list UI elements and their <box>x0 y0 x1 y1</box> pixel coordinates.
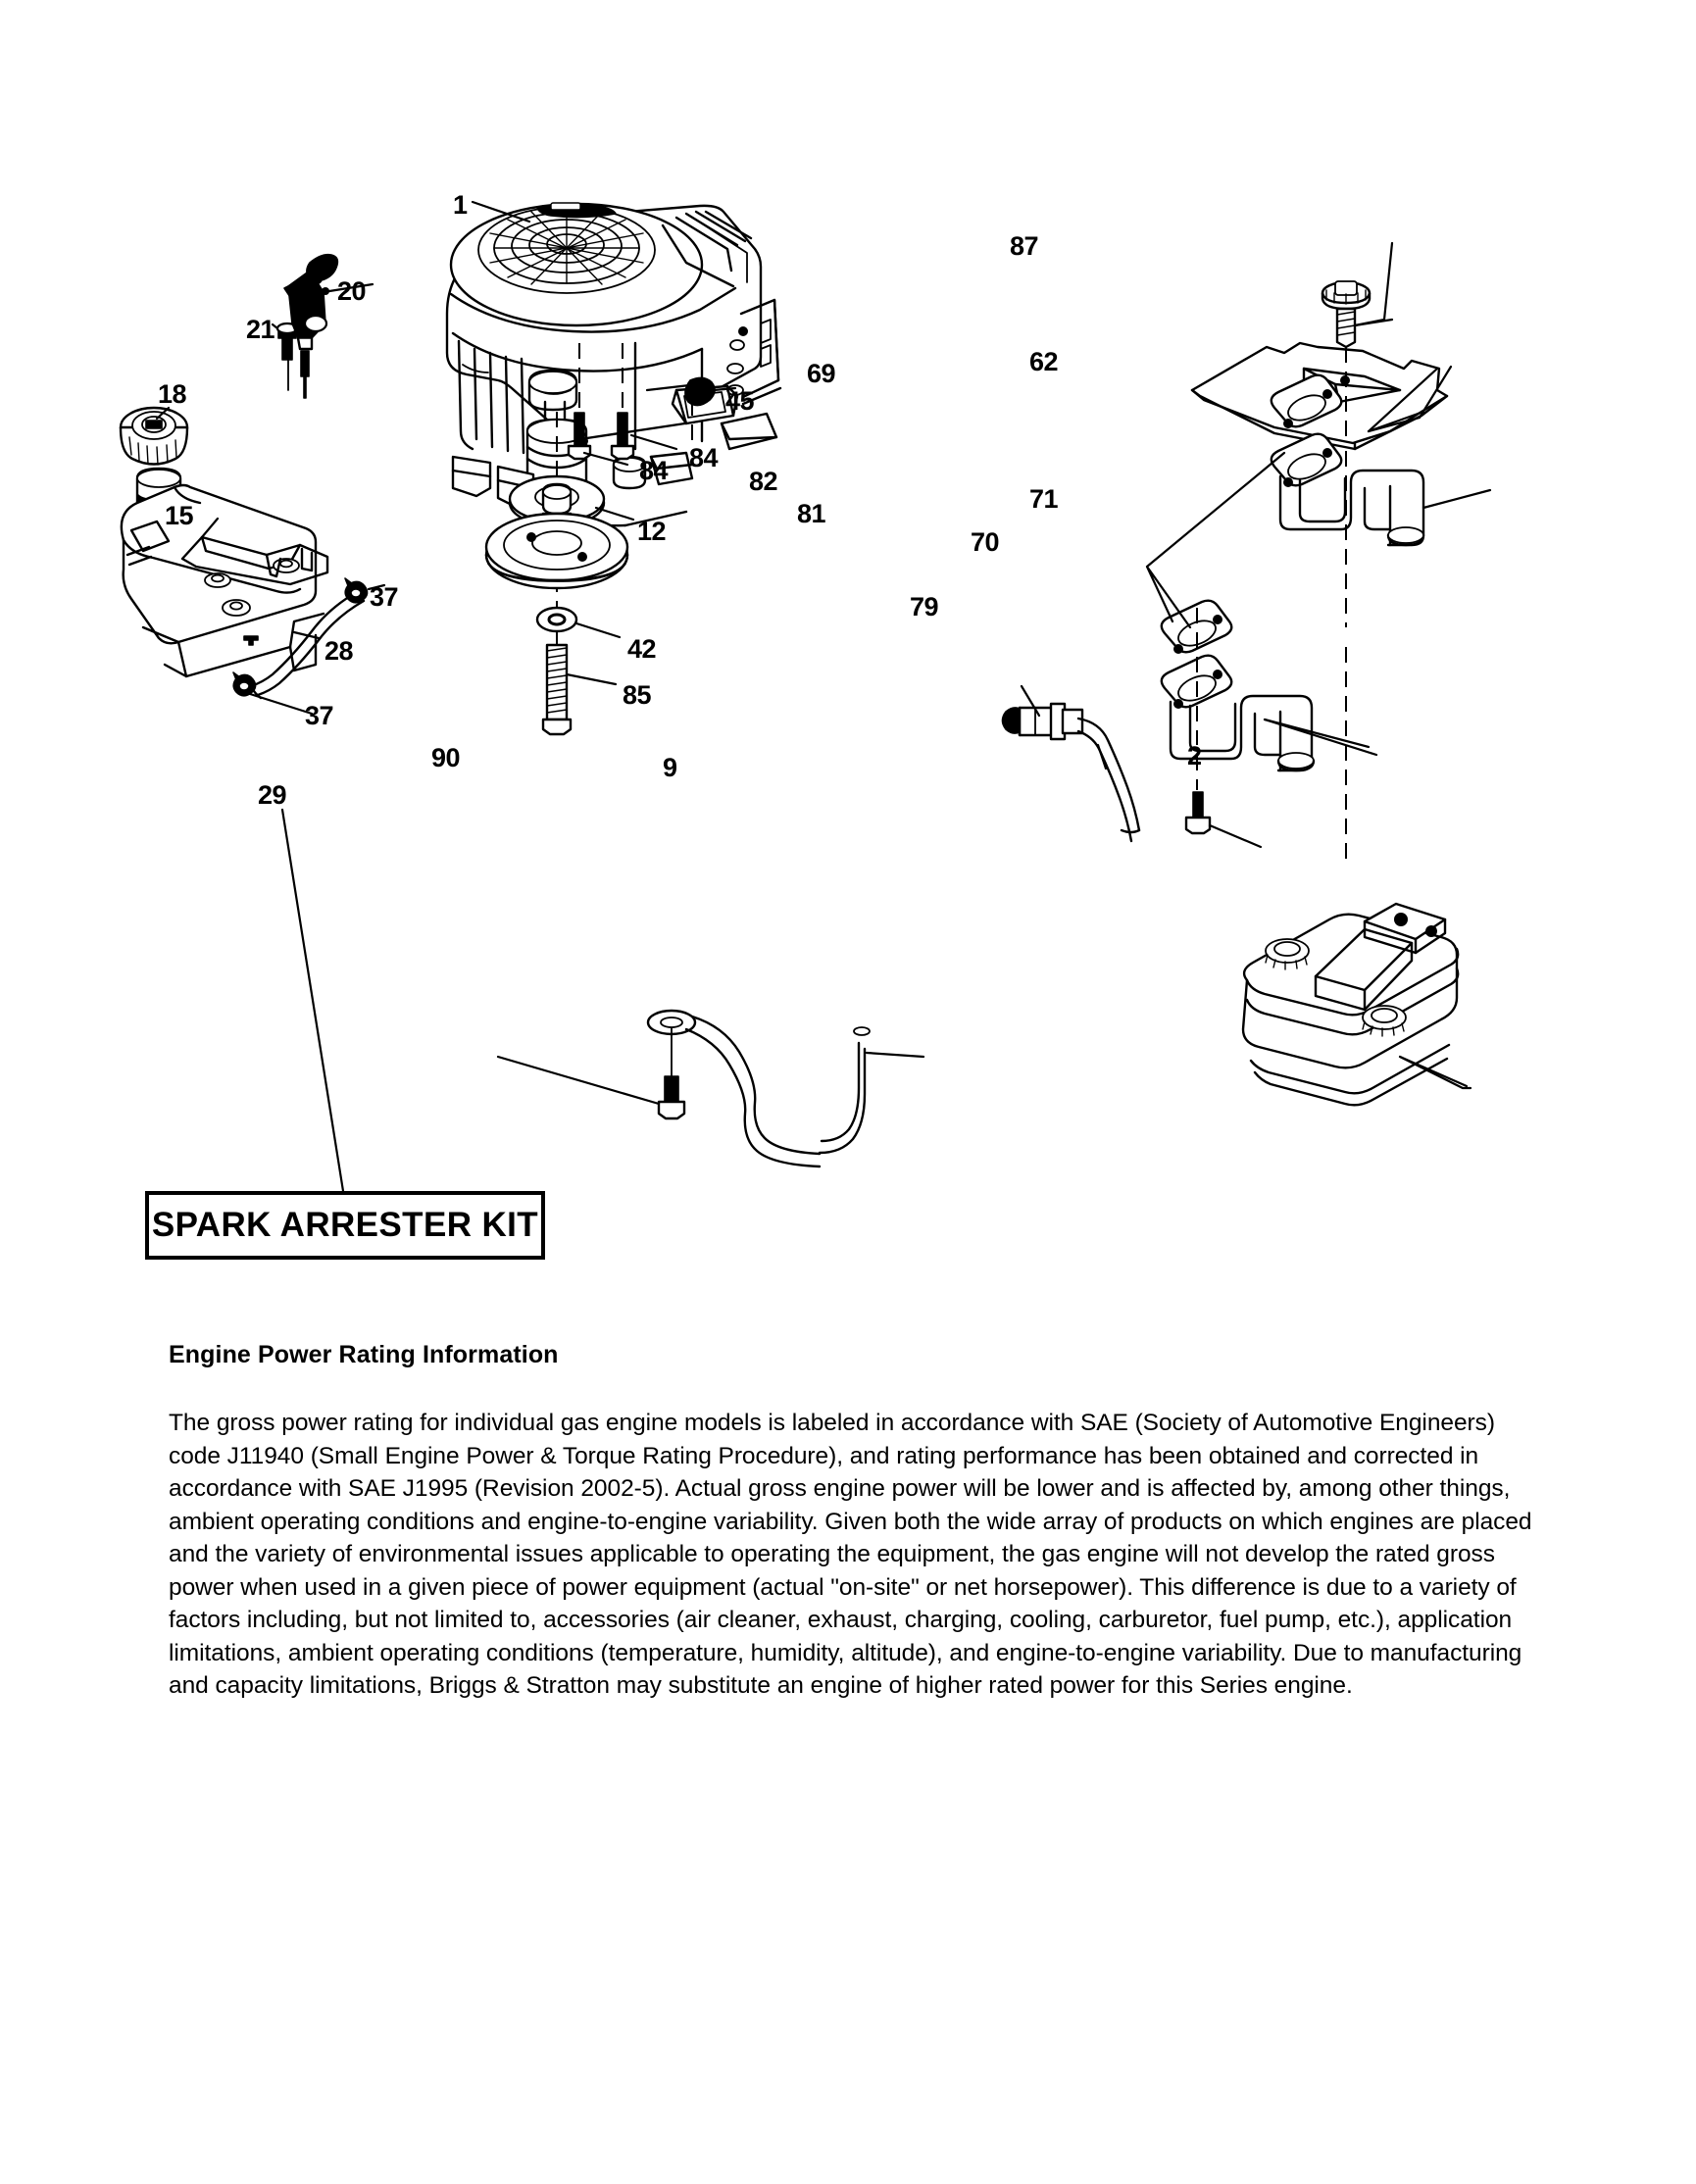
part-85-screw <box>543 632 616 734</box>
engine-power-rating-body: The gross power rating for individual gas engine models is labeled in accordance with SAE (Society of Automotive Engineers) code J11940 (Small Engine Power & Torque Rating Procedure), and rating performance has been obtained and corrected in accordance with SAE J1995 (Revision 2002-5). Actual gross engine power will be lower and is affected by, among other things, ambient operating conditions and engine-to-engine variability. Given both the wide array of products on which engines are placed and the variety of environmental issues applicable to operating the equipment, the gas engine will not develop the rated gross power when used in a given piece of power equipment (actual "on-site" or net horsepower). This difference is due to a variety of factors including, but not limited to, accessories (air cleaner, exhaust, charging, cooling, carburetor, fuel pump, etc.), application limitations, ambient operating conditions (temperature, humidity, altitude), and engine-to-engine variability. Due to manufacturing and capacity limitations, Briggs & Stratton may substitute an engine of higher rated power for this Series engine. <box>169 1410 1532 1699</box>
part-90-screw <box>498 1028 684 1118</box>
part-87-screw <box>1322 243 1392 347</box>
part-18-fuel-cap <box>121 408 187 465</box>
callout-84-a: 84 <box>689 443 719 472</box>
leader-29 <box>282 810 343 1191</box>
part-81-fuel-line <box>1078 719 1139 841</box>
callout-69: 69 <box>807 359 836 388</box>
callout-20: 20 <box>337 276 367 306</box>
callout-45: 45 <box>725 386 755 416</box>
callout-87: 87 <box>1010 231 1039 261</box>
callout-90: 90 <box>431 743 461 772</box>
part-15-fuel-tank <box>122 469 327 676</box>
part-71-exhaust-pipe <box>1280 471 1490 545</box>
callout-1: 1 <box>453 190 468 220</box>
callout-70: 70 <box>971 527 1000 557</box>
part-2-muffler <box>1243 904 1471 1105</box>
callout-2: 2 <box>1187 741 1202 770</box>
engine-power-rating-section <box>169 1341 1547 1703</box>
callout-28: 28 <box>324 636 354 666</box>
engine-power-rating-heading: Engine Power Rating Information <box>169 1341 559 1368</box>
spark-arrester-kit-box <box>145 1191 545 1260</box>
callout-29: 29 <box>258 780 287 810</box>
callout-21: 21 <box>246 315 275 344</box>
callout-62: 62 <box>1029 347 1059 376</box>
callout-85: 85 <box>623 680 652 710</box>
callout-84-b: 84 <box>639 456 669 485</box>
part-1-engine <box>447 202 780 525</box>
callout-9: 9 <box>663 753 677 782</box>
callout-71: 71 <box>1029 484 1059 514</box>
part-37-clamp-lower <box>233 672 312 714</box>
callout-82: 82 <box>749 467 778 496</box>
callout-18: 18 <box>158 379 187 409</box>
callout-81: 81 <box>797 499 826 528</box>
part-82-fuel-filter <box>1003 686 1083 739</box>
callout-37-a: 37 <box>370 582 399 612</box>
callout-79: 79 <box>910 592 939 621</box>
part-62-heat-shield <box>1192 343 1451 867</box>
callout-42: 42 <box>627 634 657 664</box>
part-9-muffler-bracket <box>648 1011 923 1166</box>
part-42-washer <box>537 608 620 637</box>
callout-37-b: 37 <box>305 701 334 730</box>
spark-arrester-kit-label: SPARK ARRESTER KIT <box>151 1206 539 1244</box>
callout-12: 12 <box>637 517 667 546</box>
callout-15: 15 <box>165 501 194 530</box>
